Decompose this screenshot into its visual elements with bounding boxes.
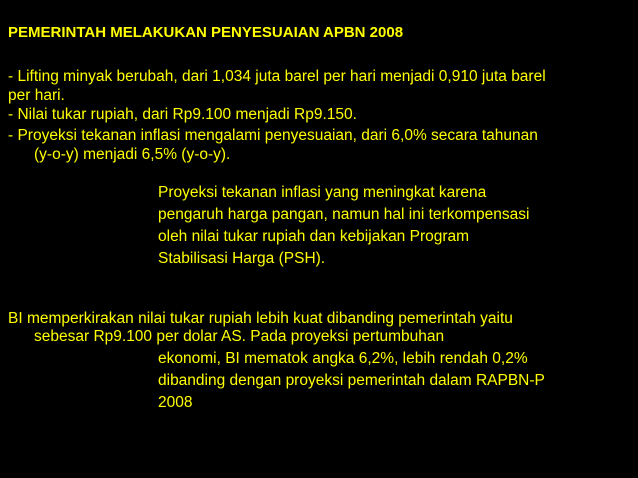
bullet-lifting-line-1: - Lifting minyak berubah, dari 1,034 juta barel per hari menjadi 0,910 juta barel: [8, 68, 546, 85]
bullet-exchange-rate: - Nilai tukar rupiah, dari Rp9.100 menjadi Rp9.150.: [8, 106, 357, 123]
bullet-inflation-line-1: - Proyeksi tekanan inflasi mengalami penyesuaian, dari 6,0% secara tahunan: [8, 127, 538, 144]
bi-paragraph-line-3: ekonomi, BI mematok angka 6,2%, lebih rendah 0,2%: [158, 350, 528, 367]
inflation-note-line-1: Proyeksi tekanan inflasi yang meningkat karena: [158, 184, 487, 201]
bullet-lifting-line-2: per hari.: [8, 87, 65, 104]
bi-paragraph-line-2: sebesar Rp9.100 per dolar AS. Pada proyeksi pertumbuhan: [34, 328, 445, 345]
slide-title: PEMERINTAH MELAKUKAN PENYESUAIAN APBN 2008: [8, 24, 404, 41]
inflation-note-line-4: Stabilisasi Harga (PSH).: [158, 250, 326, 267]
bi-paragraph-line-5: 2008: [158, 394, 193, 411]
inflation-note-line-2: pengaruh harga pangan, namun hal ini terkompensasi: [158, 206, 530, 223]
inflation-note-line-3: oleh nilai tukar rupiah dan kebijakan Program: [158, 228, 470, 245]
bullet-inflation-line-2: (y-o-y) menjadi 6,5% (y-o-y).: [34, 146, 231, 163]
bi-paragraph-line-4: dibanding dengan proyeksi pemerintah dalam RAPBN-P: [158, 372, 545, 389]
bi-paragraph-line-1: BI memperkirakan nilai tukar rupiah lebih kuat dibanding pemerintah yaitu: [8, 310, 513, 327]
